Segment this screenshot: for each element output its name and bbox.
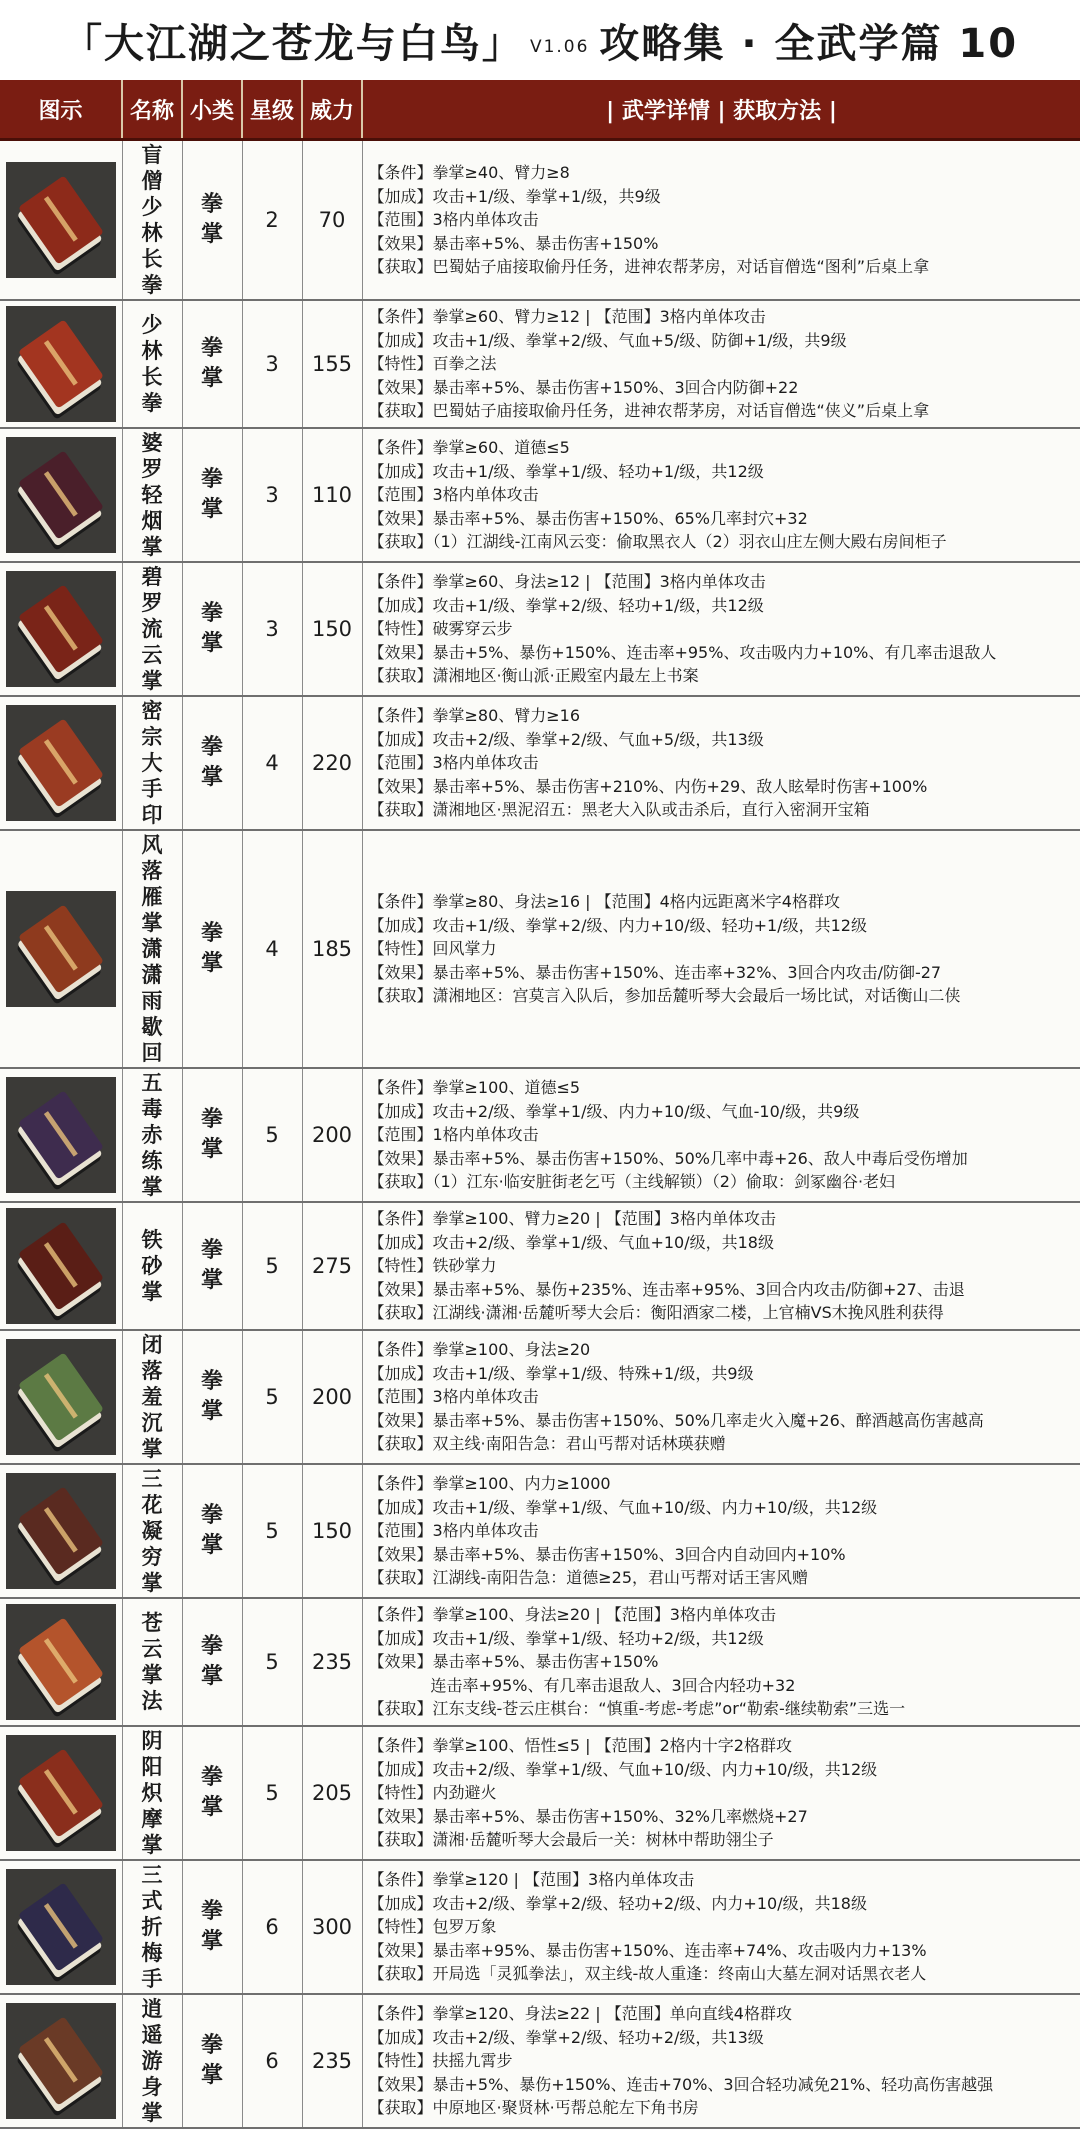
detail-line: 【特性】破雾穿云步 bbox=[368, 619, 513, 639]
table-row bbox=[0, 428, 1080, 562]
icon-cell bbox=[0, 1202, 122, 1330]
skill-name: 逍遥游身掌 bbox=[141, 1997, 163, 2125]
dark-book-icon bbox=[6, 437, 116, 553]
detail-line: 【范围】3格内单体攻击 bbox=[368, 210, 539, 230]
detail-line: 【获取】巴蜀姑子庙接取偷丹任务，进神农帮茅房，对话盲僧选“侠义”后桌上拿 bbox=[368, 401, 930, 421]
category-cell bbox=[182, 1464, 242, 1598]
col-header-details: | 武学详情 | 获取方法 | bbox=[362, 80, 1080, 140]
power-value: 110 bbox=[311, 483, 353, 507]
power-value: 200 bbox=[311, 1123, 353, 1147]
detail-line: 【条件】拳掌≥60、臂力≥12 | 【范围】3格内单体攻击 bbox=[368, 307, 766, 327]
detail-line: 【效果】暴击率+5%、暴伤+235%、连击率+95%、3回合内攻击/防御+27、击退 bbox=[368, 1279, 965, 1299]
table-row bbox=[0, 830, 1080, 1068]
stars-cell bbox=[242, 1202, 302, 1330]
star-level: 3 bbox=[265, 483, 279, 507]
stars-cell bbox=[242, 428, 302, 562]
power-cell bbox=[302, 140, 362, 301]
green-scroll-icon bbox=[6, 1339, 116, 1455]
detail-line: 【加成】攻击+2/级、拳掌+1/级、气血+10/级、内力+10/级，共12级 bbox=[368, 1759, 878, 1779]
detail-line: 【获取】双主线·南阳告急：君山丐帮对话林瑛获赠 bbox=[368, 1434, 726, 1454]
detail-cell bbox=[362, 696, 1080, 830]
martial-arts-table bbox=[0, 80, 1080, 2129]
power-cell bbox=[302, 1330, 362, 1464]
category-cell bbox=[182, 696, 242, 830]
detail-line: 【范围】3格内单体攻击 bbox=[368, 1387, 539, 1407]
name-cell bbox=[122, 1464, 182, 1598]
detail-cell bbox=[362, 1726, 1080, 1860]
name-cell bbox=[122, 1068, 182, 1202]
icon-cell bbox=[0, 1598, 122, 1726]
detail-cell bbox=[362, 1330, 1080, 1464]
table-row bbox=[0, 1330, 1080, 1464]
star-level: 5 bbox=[265, 1123, 279, 1147]
power-cell bbox=[302, 562, 362, 696]
table-row bbox=[0, 1068, 1080, 1202]
detail-line: 【加成】攻击+2/级、拳掌+1/级、气血+10/级，共18级 bbox=[368, 1232, 774, 1252]
col-header-icon: 图示 bbox=[0, 80, 122, 140]
detail-line: 【加成】攻击+1/级、拳掌+1/级、轻功+1/级，共12级 bbox=[368, 461, 764, 481]
category-cell bbox=[182, 1202, 242, 1330]
power-value: 220 bbox=[311, 751, 353, 775]
skill-category: 拳掌 bbox=[200, 1899, 223, 1954]
skill-category: 拳掌 bbox=[200, 192, 223, 247]
detail-line: 【加成】攻击+2/级、拳掌+2/级、气血+5/级，共13级 bbox=[368, 729, 764, 749]
detail-cell bbox=[362, 1598, 1080, 1726]
detail-line: 【效果】暴击率+5%、暴击伤害+150%、32%几率燃烧+27 bbox=[368, 1806, 808, 1826]
detail-line: 【效果】暴击率+5%、暴击伤害+210%、内伤+29、敌人眩晕时伤害+100% bbox=[368, 776, 928, 796]
table-row bbox=[0, 1726, 1080, 1860]
detail-line: 【加成】攻击+1/级、拳掌+1/级，共9级 bbox=[368, 186, 661, 206]
skill-name: 少林长拳 bbox=[141, 313, 163, 415]
icon-cell bbox=[0, 300, 122, 428]
name-cell bbox=[122, 140, 182, 301]
scroll-icon bbox=[6, 705, 116, 821]
icon-cell bbox=[0, 1994, 122, 2128]
star-level: 4 bbox=[265, 751, 279, 775]
stars-cell bbox=[242, 140, 302, 301]
detail-cell bbox=[362, 562, 1080, 696]
orange-book-icon bbox=[6, 1604, 116, 1720]
red-book-icon bbox=[6, 571, 116, 687]
power-cell bbox=[302, 696, 362, 830]
table-row bbox=[0, 140, 1080, 301]
col-header-category: 小类 bbox=[182, 80, 242, 140]
detail-line: 【效果】暴击+5%、暴伤+150%、连击率+95%、攻击吸内力+10%、有几率击退敌人 bbox=[368, 642, 997, 662]
detail-line: 【获取】潇湘·岳麓听琴大会最后一关：树林中帮助翎尘子 bbox=[368, 1830, 774, 1850]
detail-line: 【获取】开局选「灵狐拳法」，双主线-故人重逢：终南山大墓左洞对话黑衣老人 bbox=[368, 1964, 927, 1984]
detail-line: 【加成】攻击+1/级、拳掌+2/级、气血+5/级、防御+1/级，共9级 bbox=[368, 330, 847, 350]
icon-cell bbox=[0, 140, 122, 301]
detail-cell bbox=[362, 1860, 1080, 1994]
skill-category: 拳掌 bbox=[200, 601, 223, 656]
detail-line: 【效果】暴击率+5%、暴击伤害+150%、3回合内自动回内+10% bbox=[368, 1544, 846, 1564]
detail-line: 【条件】拳掌≥100、内力≥1000 bbox=[368, 1474, 611, 1494]
power-value: 185 bbox=[311, 937, 353, 961]
star-level: 5 bbox=[265, 1519, 279, 1543]
name-cell bbox=[122, 562, 182, 696]
col-header-name: 名称 bbox=[122, 80, 182, 140]
detail-line: 【效果】暴击率+5%、暴击伤害+150%、50%几率中毒+26、敌人中毒后受伤增加 bbox=[368, 1148, 968, 1168]
icon-cell bbox=[0, 562, 122, 696]
skill-category: 拳掌 bbox=[200, 921, 223, 976]
detail-line: 【加成】攻击+2/级、拳掌+2/级、轻功+2/级、内力+10/级，共18级 bbox=[368, 1893, 867, 1913]
star-level: 3 bbox=[265, 617, 279, 641]
brown-book-icon bbox=[6, 891, 116, 1007]
detail-line: 【效果】暴击率+5%、暴击伤害+150%、65%几率封穴+32 bbox=[368, 508, 808, 528]
power-cell bbox=[302, 1598, 362, 1726]
star-level: 4 bbox=[265, 937, 279, 961]
skill-name: 苍云掌法 bbox=[141, 1611, 163, 1713]
detail-line: 【加成】攻击+1/级、拳掌+1/级、轻功+2/级，共12级 bbox=[368, 1628, 764, 1648]
detail-cell bbox=[362, 140, 1080, 301]
power-cell bbox=[302, 1068, 362, 1202]
power-value: 235 bbox=[311, 1650, 353, 1674]
detail-line: 【特性】百拳之法 bbox=[368, 354, 497, 374]
table-row bbox=[0, 1994, 1080, 2128]
detail-line: 【加成】攻击+1/级、拳掌+2/级、轻功+1/级，共12级 bbox=[368, 595, 764, 615]
stars-cell bbox=[242, 1860, 302, 1994]
purple-book-icon bbox=[6, 1077, 116, 1193]
detail-line: 【条件】拳掌≥60、身法≥12 | 【范围】3格内单体攻击 bbox=[368, 572, 766, 592]
red-book-icon bbox=[6, 162, 116, 278]
detail-line: 【条件】拳掌≥80、身法≥16 | 【范围】4格内远距离米字4格群攻 bbox=[368, 892, 840, 912]
detail-line: 【范围】3格内单体攻击 bbox=[368, 485, 539, 505]
detail-cell bbox=[362, 1464, 1080, 1598]
name-cell bbox=[122, 1598, 182, 1726]
dark-red-book-icon bbox=[6, 1208, 116, 1324]
detail-line: 【获取】江湖线·潇湘·岳麓听琴大会后：衡阳酒家二楼，上官楠VS木挽风胜利获得 bbox=[368, 1303, 944, 1323]
category-cell bbox=[182, 1330, 242, 1464]
category-cell bbox=[182, 1726, 242, 1860]
category-cell bbox=[182, 1068, 242, 1202]
detail-cell bbox=[362, 1068, 1080, 1202]
version-label: V1.06 bbox=[529, 37, 590, 57]
name-cell bbox=[122, 830, 182, 1068]
table-row bbox=[0, 1598, 1080, 1726]
detail-line: 【条件】拳掌≥100、悟性≤5 | 【范围】2格内十字2格群攻 bbox=[368, 1736, 792, 1756]
stars-cell bbox=[242, 1726, 302, 1860]
icon-cell bbox=[0, 428, 122, 562]
red-book-icon bbox=[6, 1735, 116, 1851]
power-value: 155 bbox=[311, 352, 353, 376]
icon-cell bbox=[0, 830, 122, 1068]
category-cell bbox=[182, 830, 242, 1068]
skill-category: 拳掌 bbox=[200, 1107, 223, 1162]
power-cell bbox=[302, 300, 362, 428]
detail-line: 【特性】内劲避火 bbox=[368, 1783, 497, 1803]
skill-name: 密宗大手印 bbox=[141, 699, 163, 827]
detail-line: 【效果】暴击+5%、暴伤+150%、连击+70%、3回合轻功减免21%、轻功高伤害越强 bbox=[368, 2074, 994, 2094]
detail-cell bbox=[362, 300, 1080, 428]
detail-line: 【特性】铁砂掌力 bbox=[368, 1256, 497, 1276]
detail-cell bbox=[362, 1994, 1080, 2128]
col-header-power: 威力 bbox=[302, 80, 362, 140]
detail-line: 【获取】（1）江东·临安脏街老乞丐（主线解锁）（2）偷取：剑冢幽谷·老妇 bbox=[368, 1172, 896, 1192]
category-cell bbox=[182, 1994, 242, 2128]
detail-line: 【条件】拳掌≥100、臂力≥20 | 【范围】3格内单体攻击 bbox=[368, 1209, 776, 1229]
detail-line: 【条件】拳掌≥100、身法≥20 | 【范围】3格内单体攻击 bbox=[368, 1605, 776, 1625]
power-cell bbox=[302, 1202, 362, 1330]
detail-cell bbox=[362, 428, 1080, 562]
power-cell bbox=[302, 1860, 362, 1994]
power-value: 275 bbox=[311, 1254, 353, 1278]
table-row bbox=[0, 1860, 1080, 1994]
category-cell bbox=[182, 1860, 242, 1994]
stars-cell bbox=[242, 1464, 302, 1598]
detail-line: 【条件】拳掌≥40、臂力≥8 bbox=[368, 163, 570, 183]
power-value: 70 bbox=[318, 208, 346, 232]
title-sub: 攻略集 · 全武学篇 10 bbox=[599, 20, 1019, 67]
name-cell bbox=[122, 1726, 182, 1860]
skill-name: 风落雁掌潇潇雨歇回 bbox=[141, 833, 163, 1065]
detail-line: 【条件】拳掌≥100、道德≤5 bbox=[368, 1078, 581, 1098]
power-cell bbox=[302, 1464, 362, 1598]
stars-cell bbox=[242, 562, 302, 696]
skill-category: 拳掌 bbox=[200, 1634, 223, 1689]
detail-line: 【加成】攻击+1/级、拳掌+1/级、气血+10/级、内力+10/级，共12级 bbox=[368, 1497, 878, 1517]
table-header-row bbox=[0, 80, 1080, 140]
detail-line: 【加成】攻击+1/级、拳掌+2/级、内力+10/级、轻功+1/级，共12级 bbox=[368, 915, 867, 935]
detail-line: 【范围】3格内单体攻击 bbox=[368, 753, 539, 773]
power-cell bbox=[302, 1994, 362, 2128]
detail-line: 【范围】3格内单体攻击 bbox=[368, 1521, 539, 1541]
icon-cell bbox=[0, 1068, 122, 1202]
detail-line: 【获取】中原地区·聚贤林·丐帮总舵左下角书房 bbox=[368, 2098, 699, 2118]
detail-line: 【加成】攻击+1/级、拳掌+1/级、特殊+1/级，共9级 bbox=[368, 1363, 754, 1383]
icon-cell bbox=[0, 1464, 122, 1598]
stars-cell bbox=[242, 1330, 302, 1464]
detail-line: 【特性】包罗万象 bbox=[368, 1917, 497, 1937]
star-level: 3 bbox=[265, 352, 279, 376]
name-cell bbox=[122, 1994, 182, 2128]
category-cell bbox=[182, 300, 242, 428]
stars-cell bbox=[242, 830, 302, 1068]
skill-name: 阴阳炽摩掌 bbox=[141, 1729, 163, 1857]
table-row bbox=[0, 1464, 1080, 1598]
red-book-icon bbox=[6, 306, 116, 422]
detail-cell bbox=[362, 1202, 1080, 1330]
skill-category: 拳掌 bbox=[200, 1238, 223, 1293]
power-value: 200 bbox=[311, 1385, 353, 1409]
detail-line: 【效果】暴击率+5%、暴击伤害+150%、连击率+32%、3回合内攻击/防御-27 bbox=[368, 962, 942, 982]
skill-name: 五毒赤练掌 bbox=[141, 1071, 163, 1199]
detail-line: 【特性】扶摇九霄步 bbox=[368, 2051, 513, 2071]
detail-line: 【条件】拳掌≥120 | 【范围】3格内单体攻击 bbox=[368, 1870, 695, 1890]
name-cell bbox=[122, 428, 182, 562]
stars-cell bbox=[242, 1598, 302, 1726]
detail-line: 【条件】拳掌≥60、道德≤5 bbox=[368, 438, 570, 458]
stars-cell bbox=[242, 300, 302, 428]
title-main: 「大江湖之苍龙与白鸟」 bbox=[61, 20, 524, 67]
name-cell bbox=[122, 300, 182, 428]
table-row bbox=[0, 562, 1080, 696]
star-level: 5 bbox=[265, 1254, 279, 1278]
skill-category: 拳掌 bbox=[200, 2033, 223, 2088]
detail-line: 【获取】潇湘地区：宫莫言入队后，参加岳麓听琴大会最后一场比试，对话衡山二侠 bbox=[368, 986, 961, 1006]
detail-line: 【条件】拳掌≥80、臂力≥16 bbox=[368, 706, 581, 726]
icon-cell bbox=[0, 1860, 122, 1994]
skill-name: 婆罗轻烟掌 bbox=[141, 431, 163, 559]
detail-line: 【获取】江东支线-苍云庄棋台：“慎重-考虑-考虑”or“勒索-继续勒索”三选一 bbox=[368, 1699, 906, 1719]
col-header-stars: 星级 bbox=[242, 80, 302, 140]
icon-cell bbox=[0, 696, 122, 830]
star-level: 2 bbox=[265, 208, 279, 232]
detail-line: 【效果】暴击率+5%、暴击伤害+150%、50%几率走火入魔+26、醉酒越高伤害越高 bbox=[368, 1410, 984, 1430]
detail-line: 【获取】江湖线-南阳告急：道德≥25，君山丐帮对话王害风赠 bbox=[368, 1568, 809, 1588]
stars-cell bbox=[242, 696, 302, 830]
star-level: 6 bbox=[265, 1915, 279, 1939]
table-row bbox=[0, 696, 1080, 830]
detail-line: 连击率+95%、有几率击退敌人、3回合内轻功+32 bbox=[430, 1675, 796, 1695]
detail-line: 【获取】巴蜀姑子庙接取偷丹任务，进神农帮茅房，对话盲僧选“图利”后桌上拿 bbox=[368, 257, 930, 277]
power-value: 235 bbox=[311, 2049, 353, 2073]
page-title bbox=[0, 0, 1080, 80]
detail-line: 【加成】攻击+2/级、拳掌+2/级、轻功+2/级，共13级 bbox=[368, 2027, 764, 2047]
skill-name: 盲僧少林长拳 bbox=[141, 143, 163, 297]
skill-category: 拳掌 bbox=[200, 467, 223, 522]
power-value: 205 bbox=[311, 1781, 353, 1805]
star-level: 5 bbox=[265, 1781, 279, 1805]
category-cell bbox=[182, 562, 242, 696]
power-cell bbox=[302, 1726, 362, 1860]
skill-category: 拳掌 bbox=[200, 1369, 223, 1424]
icon-cell bbox=[0, 1726, 122, 1860]
detail-line: 【效果】暴击率+5%、暴击伤害+150% bbox=[368, 233, 659, 253]
detail-line: 【获取】潇湘地区·衡山派·正殿室内最左上书案 bbox=[368, 666, 699, 686]
detail-line: 【获取】（1）江湖线-江南风云变：偷取黑衣人（2）羽衣山庄左侧大殿右房间柜子 bbox=[368, 532, 947, 552]
skill-name: 三花凝穷掌 bbox=[141, 1467, 163, 1595]
star-level: 6 bbox=[265, 2049, 279, 2073]
skill-category: 拳掌 bbox=[200, 1503, 223, 1558]
skill-name: 三式折梅手 bbox=[141, 1863, 163, 1991]
table-row bbox=[0, 300, 1080, 428]
detail-cell bbox=[362, 830, 1080, 1068]
detail-line: 【效果】暴击率+5%、暴击伤害+150% bbox=[368, 1652, 659, 1672]
detail-line: 【特性】回风掌力 bbox=[368, 939, 497, 959]
power-value: 150 bbox=[311, 1519, 353, 1543]
detail-line: 【条件】拳掌≥120、身法≥22 | 【范围】单向直线4格群攻 bbox=[368, 2004, 792, 2024]
star-level: 5 bbox=[265, 1385, 279, 1409]
name-cell bbox=[122, 1202, 182, 1330]
table-row bbox=[0, 1202, 1080, 1330]
detail-line: 【效果】暴击率+5%、暴击伤害+150%、3回合内防御+22 bbox=[368, 377, 799, 397]
icon-cell bbox=[0, 1330, 122, 1464]
name-cell bbox=[122, 1860, 182, 1994]
stars-cell bbox=[242, 1994, 302, 2128]
skill-category: 拳掌 bbox=[200, 336, 223, 391]
stars-cell bbox=[242, 1068, 302, 1202]
scroll-icon bbox=[6, 2003, 116, 2119]
detail-line: 【范围】1格内单体攻击 bbox=[368, 1125, 539, 1145]
power-cell bbox=[302, 428, 362, 562]
detail-line: 【加成】攻击+2/级、拳掌+1/级、内力+10/级、气血-10/级，共9级 bbox=[368, 1101, 860, 1121]
indigo-book-icon bbox=[6, 1869, 116, 1985]
category-cell bbox=[182, 1598, 242, 1726]
star-level: 5 bbox=[265, 1650, 279, 1674]
category-cell bbox=[182, 140, 242, 301]
power-value: 300 bbox=[311, 1915, 353, 1939]
category-cell bbox=[182, 428, 242, 562]
detail-line: 【条件】拳掌≥100、身法≥20 bbox=[368, 1340, 591, 1360]
power-value: 150 bbox=[311, 617, 353, 641]
skill-category: 拳掌 bbox=[200, 735, 223, 790]
skill-name: 碧罗流云掌 bbox=[141, 565, 163, 693]
skill-name: 闭落羞沉掌 bbox=[141, 1333, 163, 1461]
white-book-icon bbox=[6, 1473, 116, 1589]
skill-name: 铁砂掌 bbox=[141, 1228, 163, 1304]
skill-category: 拳掌 bbox=[200, 1765, 223, 1820]
power-cell bbox=[302, 830, 362, 1068]
detail-line: 【效果】暴击率+95%、暴击伤害+150%、连击率+74%、攻击吸内力+13% bbox=[368, 1940, 927, 1960]
name-cell bbox=[122, 696, 182, 830]
name-cell bbox=[122, 1330, 182, 1464]
detail-line: 【获取】潇湘地区·黑泥沼五：黑老大入队或击杀后，直行入密洞开宝箱 bbox=[368, 800, 870, 820]
